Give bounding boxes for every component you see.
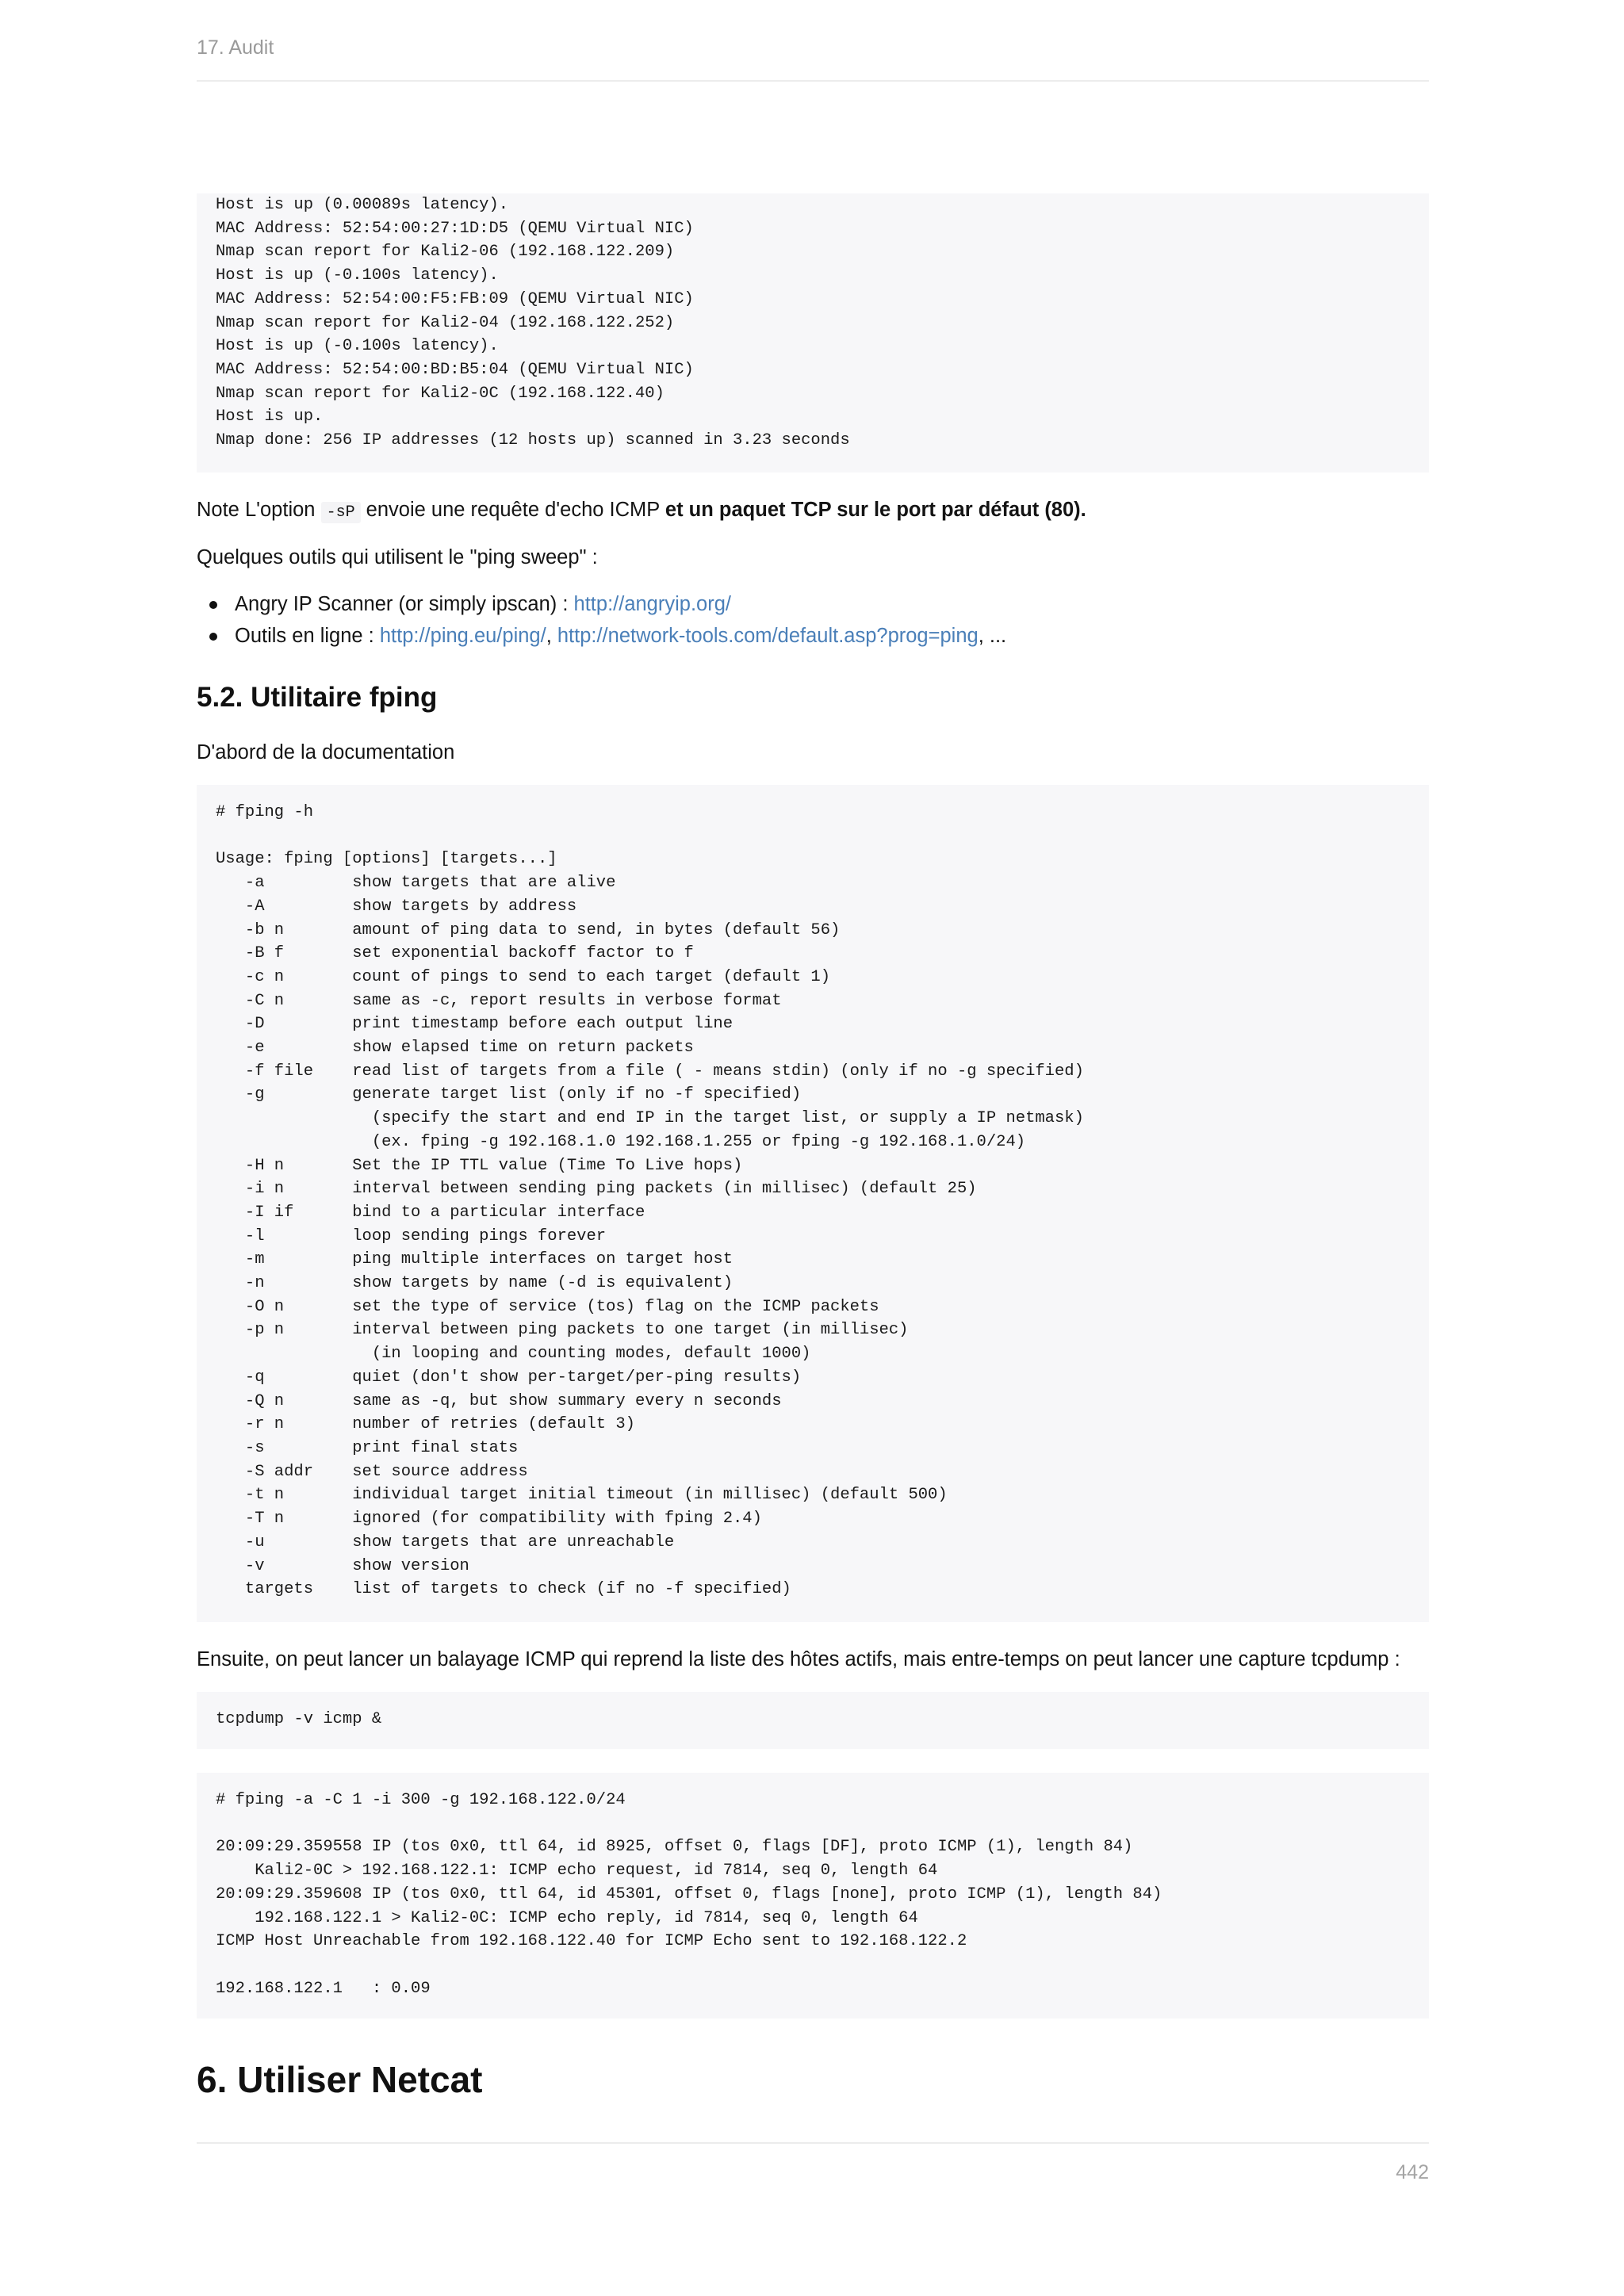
fping-run-code-block: # fping -a -C 1 -i 300 -g 192.168.122.0/24 20:09:29.359558 IP (tos 0x0, ttl 64, id 8925, offset 0, flags [DF], proto ICMP (1), length 84) Kali2-0C > 192.168.122.1: ICMP echo request, id 7814, seq 0, length 64 20:09:29.359608 IP (tos 0x0, ttl 64, id 45301, offset 0, flags [none], proto ICMP (1), length 84) 192.168.122.1 > Kali2-0C: ICMP echo reply, id 7814, seq 0, length 64 ICMP Host Unreachable from 192.168.122.40 for ICMP Echo sent to 192.168.122.2 192.168.122.1 : 0.09 [197,1773,1429,2019]
tools-intro-paragraph: Quelques outils qui utilisent le "ping sweep" : [197,546,598,568]
list-tail: , ... [978,625,1007,647]
list-separator: , [546,625,557,647]
tcpdump-code-block: tcpdump -v icmp & [197,1692,1429,1749]
note-prefix: Note L'option [197,499,321,521]
angryip-link[interactable]: http://angryip.org/ [573,593,731,615]
network-tools-link[interactable]: http://network-tools.com/default.asp?prog=ping [557,625,979,647]
footer-divider [197,2142,1429,2144]
fping-help-code-block: # fping -h Usage: fping [options] [targets...] -a show targets that are alive -A show targets by address -b n amount of ping data to send, in bytes (default 56) -B f set exponential backoff factor to f -c n count of pings to send to each target (default 1) -C n same as -c, report results in verbose format -D print timestamp before each output line -e show elapsed time on return packets -f file read list of targets from a file ( - means stdin) (only if no -g specified) -g generate target list (only if no -f specified) (specify the start and end IP in the target list, or supply a IP netmask) (ex. fping -g 192.168.1.0 192.168.1.255 or fping -g 192.168.1.0/24) -H n Set the IP TTL value (Time To Live hops) -i n interval between sending ping packets (in millisec) (default 25) -I if bind to a particular interface -l loop sending pings forever -m ping multiple interfaces on target host -n show targets by name (-d is equivalent) -O n set the type of service (tos) flag on the ICMP packets -p n interval between ping packets to one target (in millisec) (in looping and counting modes, default 1000) -q quiet (don't show per-target/per-ping results) -Q n same as -q, but show summary every n seconds -r n number of retries (default 3) -s print final stats -S addr set source address -t n individual target initial timeout (in millisec) (default 500) -T n ignored (for compatibility with fping 2.4) -u show targets that are unreachable -v show version targets list of targets to check (if no -f specified) [197,785,1429,1622]
doc-intro-paragraph: D'abord de la documentation [197,741,455,763]
section-heading-netcat: 6. Utiliser Netcat [197,2059,483,2100]
running-header: 17. Audit [197,36,274,59]
note-middle: envoie une requête d'echo ICMP [360,499,665,521]
section-heading-fping: 5.2. Utilitaire fping [197,682,438,713]
header-divider [197,80,1429,82]
tcpdump-intro-paragraph: Ensuite, on peut lancer un balayage ICMP qui reprend la liste des hôtes actifs, mais entre-temps on peut lancer une capture tcpdump : [197,1648,1400,1670]
nmap-output-code-block: Host is up (0.00089s latency). MAC Address: 52:54:00:27:1D:D5 (QEMU Virtual NIC) Nmap scan report for Kali2-06 (192.168.122.209) Host is up (-0.100s latency). MAC Address: 52:54:00:F5:FB:09 (QEMU Virtual NIC) Nmap scan report for Kali2-04 (192.168.122.252) Host is up (-0.100s latency). MAC Address: 52:54:00:BD:B5:04 (QEMU Virtual NIC) Nmap scan report for Kali2-0C (192.168.122.40) Host is up. Nmap done: 256 IP addresses (12 hosts up) scanned in 3.23 seconds [197,193,1429,473]
list-item-text: Outils en ligne : [235,625,380,647]
ping-eu-link[interactable]: http://ping.eu/ping/ [379,625,546,647]
note-bold-text: et un paquet TCP sur le port par défaut (80). [665,499,1086,521]
bullet-icon [209,633,217,641]
list-item-text: Angry IP Scanner (or simply ipscan) : [235,593,574,615]
bullet-icon [209,601,217,609]
list-item [197,588,1429,620]
list-item [197,620,1429,652]
note-inline-code: -sP [321,502,361,523]
tools-list [197,588,1429,652]
page-number: 442 [1396,2161,1429,2183]
note-paragraph [197,496,1429,526]
